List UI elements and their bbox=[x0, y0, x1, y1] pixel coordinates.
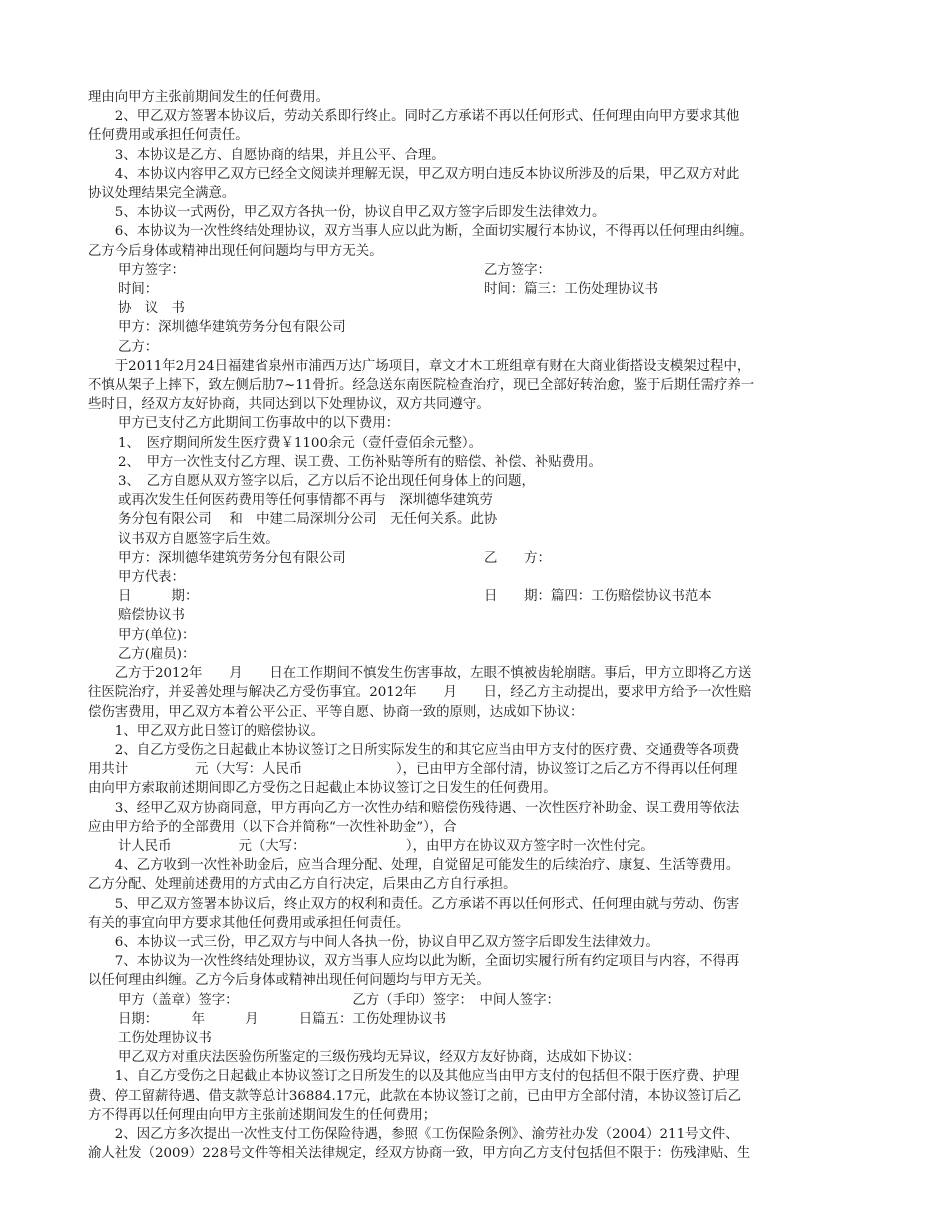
text-line: 2、 甲方一次性支付乙方理、误工费、工伤补贴等所有的赔偿、补偿、补贴费用。 bbox=[118, 454, 602, 470]
signature-row: 甲方（盖章）签字： 乙方（手印）签字： 中间人签字： bbox=[118, 992, 560, 1008]
party-b-date-label: 日 期：篇四：工伤赔偿协议书范本 bbox=[484, 589, 712, 605]
party-a-name: 甲方：深圳德华建筑劳务分包有限公司 bbox=[118, 550, 346, 566]
text-line: 甲方(单位)： bbox=[118, 627, 196, 643]
text-line: 5、本协议一式两份，甲乙双方各执一份，协议自甲乙双方签字后即发生法律效力。 bbox=[114, 205, 606, 221]
text-line: 些时日，经双方友好协商，共同达到以下处理协议，双方共同遵守。 bbox=[88, 397, 490, 413]
text-line: 乙方今后身体或精神出现任何问题均与甲方无关。 bbox=[88, 243, 383, 259]
text-line: 用共计 元（大写：人民币 ），已由甲方全部付清，协议签订之后乙方不得再以任何理 bbox=[88, 762, 738, 778]
text-line: 1、 医疗期间所发生医疗费￥1100余元（壹仟壹佰余元整）。 bbox=[118, 435, 482, 451]
text-line: 乙方： bbox=[118, 339, 159, 355]
text-line: 2、甲乙双方签署本协议后，劳动关系即行终止。同时乙方承诺不再以任何形式、任何理由向甲方要求其他 bbox=[114, 109, 740, 125]
text-line: 不慎从架子上摔下，致左侧后肋7~11骨折。经急送东南医院检查治疗，现已全部好转治愈，鉴于后期任需疗养一 bbox=[88, 378, 755, 394]
text-line: 3、 乙方自愿从双方签字以后，乙方以后不论出现任何身体上的问题， bbox=[118, 474, 535, 490]
text-line: 乙方(雇员)： bbox=[118, 646, 196, 662]
signature-time-row bbox=[88, 280, 863, 299]
party-a-date-label: 日 期： bbox=[118, 589, 199, 605]
signature-row bbox=[88, 549, 863, 568]
text-line: 应由甲方给予的全部费用（以下合并简称“一次性补助金”），合 bbox=[88, 819, 457, 835]
text-line: 以任何理由纠缠。乙方今后身体或精神出现任何问题均与甲方无关。 bbox=[88, 973, 490, 989]
text-line: 或再次发生任何医药费用等任何事情都不再与 深圳德华建筑劳 bbox=[118, 493, 493, 509]
section-title: 赔偿协议书 bbox=[118, 608, 185, 624]
text-line: 务分包有限公司 和 中建二局深圳分公司 无任何关系。此协 bbox=[118, 512, 498, 528]
text-line: 往医院治疗，并妥善处理与解决乙方受伤事宜。2012年 月 日，经乙方主动提出，要求甲方给予一次性赔 bbox=[88, 685, 752, 701]
text-line: 议书双方自愿签字后生效。 bbox=[118, 531, 279, 547]
section-title: 协 议 书 bbox=[118, 301, 185, 317]
document-page bbox=[88, 88, 863, 1163]
text-line: 6、本协议一式三份，甲乙双方与中间人各执一份，协议自甲乙双方签字后即发生法律效力。 bbox=[114, 934, 659, 950]
party-b-name-label: 乙 方： bbox=[484, 550, 551, 566]
signature-date-row: 日期： 年 月 日篇五：工伤处理协议书 bbox=[118, 1011, 447, 1027]
text-line: 6、本协议为一次性终结处理协议，双方当事人应以此为断，全面切实履行本协议，不得再以任何理由纠缠。 bbox=[114, 224, 753, 240]
signature-row bbox=[88, 261, 863, 280]
signature-date-row bbox=[88, 587, 863, 606]
text-line: 理由向甲方主张前期间发生的任何费用。 bbox=[88, 90, 330, 105]
text-line: 有关的事宜向甲方要求其他任何费用或承担任何责任。 bbox=[88, 915, 410, 931]
text-line: 5、甲乙双方签署本协议后，终止双方的权利和责任。乙方承诺不再以任何形式、任何理由就与劳动、伤害 bbox=[114, 896, 740, 912]
text-line: 甲方已支付乙方此期间工伤事故中的以下费用： bbox=[118, 416, 400, 432]
text-line: 3、本协议是乙方、自愿协商的结果，并且公平、合理。 bbox=[114, 147, 445, 163]
text-line: 甲方代表： bbox=[118, 570, 185, 586]
text-line: 7、本协议为一次性终结处理协议，双方当事人应均以此为断，全面切实履行所有约定项目与内容，不得再 bbox=[114, 954, 740, 970]
party-b-sign-label: 乙方签字： bbox=[484, 262, 551, 278]
text-line: 乙方于2012年 月 日在工作期间不慎发生伤害事故，左眼不慎被齿轮崩瞎。事后，甲方立即将乙方送 bbox=[114, 666, 752, 682]
text-line: 费、停工留薪待遇、借支款等总计36884.17元，此款在本协议签订之前，已由甲方全部付清，本协议签订后乙 bbox=[88, 1088, 742, 1104]
text-line: 计人民币 元（大写： ），由甲方在协议双方签字时一次性付完。 bbox=[118, 838, 654, 854]
text-line: 3、经甲乙双方协商同意，甲方再向乙方一次性办结和赔偿伤残待遇、一次性医疗补助金、误工费用等依法 bbox=[114, 800, 740, 816]
party-a-time-label: 时间： bbox=[118, 282, 159, 298]
text-line: 甲乙双方对重庆法医验伤所鉴定的三级伤残均无异议，经双方友好协商，达成如下协议： bbox=[118, 1050, 641, 1066]
text-line: 2、自乙方受伤之日起截止本协议签订之日所实际发生的和其它应当由甲方支付的医疗费、交通费等各项费 bbox=[114, 742, 740, 758]
text-line: 协议处理结果完全满意。 bbox=[88, 186, 236, 202]
text-line: 方不得再以任何理由向甲方主张前述期间发生的任何费用； bbox=[88, 1107, 437, 1123]
text-line: 1、自乙方受伤之日起截止本协议签订之日所发生的以及其他应当由甲方支付的包括但不限于医疗费、护理 bbox=[114, 1069, 740, 1085]
text-line: 2、因乙方多次提出一次性支付工伤保险待遇，参照《工伤保险条例》、渝劳社办发（2004）211号文件、 bbox=[114, 1126, 739, 1142]
text-line: 任何费用或承担任何责任。 bbox=[88, 128, 249, 144]
text-line: 4、本协议内容甲乙双方已经全文阅读并理解无误，甲乙双方明白违反本协议所涉及的后果，甲乙双方对此 bbox=[114, 166, 740, 182]
text-line: 1、甲乙双方此日签订的赔偿协议。 bbox=[114, 723, 325, 739]
party-b-time-label: 时间：篇三：工伤处理协议书 bbox=[484, 282, 659, 298]
text-line: 于2011年2月24日福建省泉州市浦西万达广场项目，章文才木工班组章有财在大商业街搭设支模架过程中， bbox=[114, 358, 751, 374]
section-title: 工伤处理协议书 bbox=[118, 1030, 212, 1046]
text-line: 由向甲方索取前述期间即乙方受伤之日起截止本协议签订之日发生的任何费用。 bbox=[88, 781, 557, 797]
party-a-sign-label: 甲方签字： bbox=[118, 262, 185, 278]
text-line: 甲方：深圳德华建筑劳务分包有限公司 bbox=[118, 320, 346, 336]
text-line: 偿伤害费用，甲乙双方本着公平公正、平等自愿、协商一致的原则，达成如下协议： bbox=[88, 704, 584, 720]
text-line: 渝人社发（2009）228号文件等相关法律规定，经双方协商一致，甲方向乙方支付包括但不限于：伤残津贴、生 bbox=[88, 1146, 751, 1162]
text-line: 4、乙方收到一次性补助金后，应当合理分配、处理，自觉留足可能发生的后续治疗、康复、生活等费用。 bbox=[114, 858, 740, 874]
text-line: 乙方分配、处理前述费用的方式由乙方自行决定，后果由乙方自行承担。 bbox=[88, 877, 517, 893]
